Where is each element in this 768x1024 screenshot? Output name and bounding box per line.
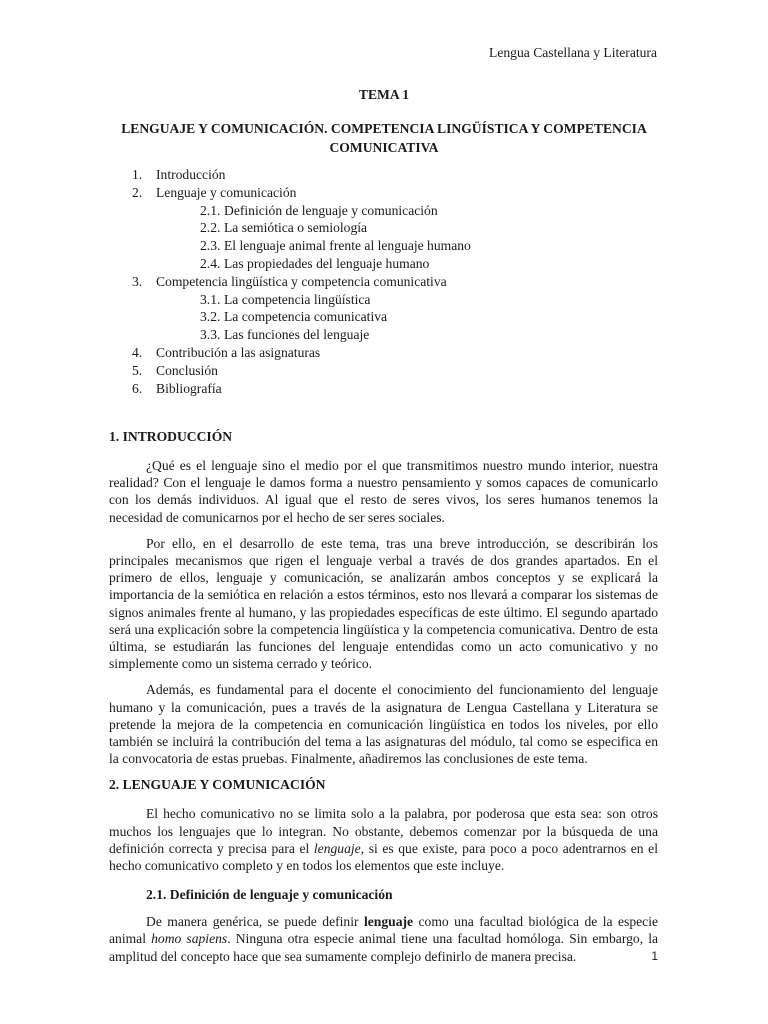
toc-item-label: La semiótica o semiología [224, 220, 368, 236]
page-number: 1 [651, 949, 658, 963]
toc-item [0, 362, 768, 380]
toc-item [0, 184, 768, 202]
toc-item-label: Las propiedades del lenguaje humano [224, 255, 430, 271]
toc-item-number: 2.3. [200, 238, 221, 254]
toc-item-number: 6. [132, 380, 143, 396]
toc-item-label: Bibliografía [156, 380, 222, 396]
toc-item [0, 344, 768, 362]
toc-item-label: La competencia comunicativa [224, 309, 388, 325]
toc-item-label: Conclusión [156, 362, 218, 378]
toc-item [0, 273, 768, 291]
page-header: Lengua Castellana y Literatura [489, 45, 657, 60]
toc-item-number: 5. [132, 362, 143, 378]
document-title: LENGUAJE Y COMUNICACIÓN. COMPETENCIA LINGÜÍSTICA Y COMPETENCIA COMUNICATIVA [121, 121, 647, 155]
toc-item-label: Lenguaje y comunicación [156, 184, 297, 200]
section-heading-lenguaje-comunicacion: 2. LENGUAJE Y COMUNICACIÓN [109, 777, 326, 793]
toc-item-number: 1. [132, 167, 143, 182]
toc-item-number: 2.4. [200, 255, 221, 271]
toc-item [0, 308, 768, 326]
document-body [109, 428, 658, 974]
toc-item-label: El lenguaje animal frente al lenguaje humano [224, 238, 471, 254]
paragraph: De manera genérica, se puede definir lenguaje como una facultad biológica de la especie animal homo sapiens. Ninguna otra especie animal tiene una facultad homóloga. Sin embargo, la amplitud del concepto hace que sea sumamente complejo definirlo de manera precisa. [109, 914, 659, 964]
tema-label: TEMA 1 [358, 87, 410, 102]
section-heading-introduccion: 1. INTRODUCCIÓN [109, 429, 233, 444]
toc-item [0, 291, 768, 309]
table-of-contents [0, 166, 768, 397]
toc-item-number: 3.2. [200, 309, 221, 325]
toc-item-number: 3.1. [200, 291, 221, 307]
toc-item [0, 255, 768, 273]
toc-item-number: 3.3. [200, 327, 221, 343]
toc-item [0, 326, 768, 344]
toc-item-number: 2.2. [200, 220, 221, 236]
toc-item [0, 219, 768, 237]
toc-item-number: 2. [132, 184, 143, 200]
toc-item-label: Las funciones del lenguaje [224, 327, 370, 343]
toc-item-label: Definición de lenguaje y comunicación [224, 202, 438, 218]
toc-item [0, 380, 768, 398]
toc-item [0, 202, 768, 220]
subsection-heading: 2.1. Definición de lenguaje y comunicación [146, 887, 393, 903]
toc-item [0, 237, 768, 255]
paragraph: Además, es fundamental para el docente el conocimiento del funcionamiento del lenguaje humano y la comunicación, pues a través de la asignatura de Lengua Castellana y Literatura se pretende la mejora de la competencia en comunicación lingüística en todos los niveles, por ello también se incluirá la contribución del tema a las asignaturas del módulo, tal como se especifica en la convocatoria de estas pruebas. Finalmente, añadiremos las conclusiones de este tema. [109, 682, 658, 767]
toc-item-number: 3. [132, 273, 143, 289]
paragraph: Por ello, en el desarrollo de este tema, tras una breve introducción, se describirán los principales mecanismos que rigen el lenguaje verbal a través de dos grandes apartados. En el primero de ellos, lenguaje y comunicación, se analizarán ambos conceptos y se explicará la importancia de la semiótica en relación a estos términos, esto nos llevará a comparar los sistemas de signos animales frente al humano, y las propiedades específicas de este último. El segundo apartado será una explicación sobre la competencia lingüística y la competencia comunicativa. Dentro de esta última, se estudiarán las funciones del lenguaje entendidas como un acto comunicativo y no simplemente como un sistema cerrado y teórico. [109, 535, 658, 672]
toc-item-label: Competencia lingüística y competencia comunicativa [156, 273, 447, 289]
toc-item-number: 4. [132, 344, 143, 360]
paragraph: El hecho comunicativo no se limita solo a la palabra, por poderosa que esta sea: son otros muchos los lenguajes que lo integran. No obstante, debemos comenzar por la búsqueda de una definición correcta y precisa para el lenguaje, si es que existe, para poco a poco adentrarnos en el hecho comunicativo completo y en todos los elementos que este incluye. [109, 806, 658, 874]
toc-item-number: 2.1. [200, 202, 221, 218]
toc-item-label: Contribución a las asignaturas [156, 344, 321, 360]
paragraph: ¿Qué es el lenguaje sino el medio por el que transmitimos nuestro mundo interior, nuestra realidad? Con el lenguaje le damos forma a nuestro pensamiento y somos capaces de comunicarlo con los demás individuos. Al igual que el resto de seres vivos, los seres humanos tenemos la necesidad de comunicarnos por el hecho de ser seres sociales. [109, 458, 658, 525]
toc-item-label: La competencia lingüística [224, 291, 371, 307]
toc-item-label: Introducción [156, 167, 226, 182]
toc-item [0, 166, 768, 184]
